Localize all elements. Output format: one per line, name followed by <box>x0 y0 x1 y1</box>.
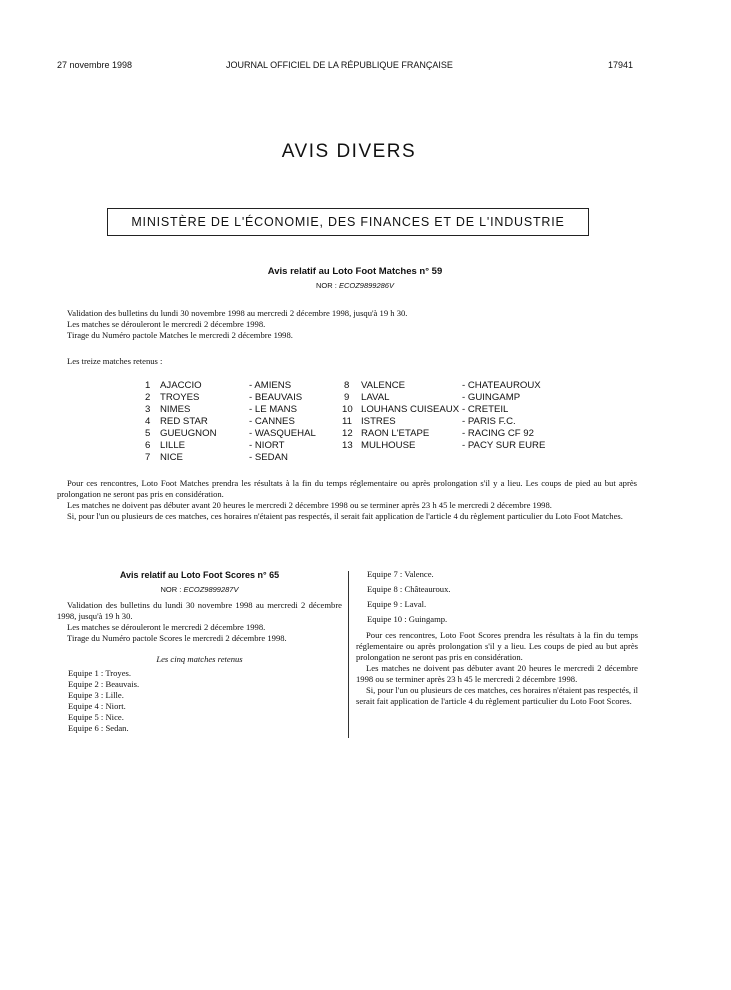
match-home: LILLE <box>160 440 186 451</box>
avis2-teams-right <box>367 569 451 625</box>
match-row: 5 <box>145 428 151 439</box>
match-away: - CHATEAUROUX <box>462 380 541 391</box>
match-away: - AMIENS <box>249 380 292 391</box>
team-line: Equipe 4 : Niort. <box>68 701 126 711</box>
avis2-title: Avis relatif au Loto Foot Scores n° 65 <box>119 570 280 580</box>
avis2-intro-line: Les matches se dérouleront le mercredi 2 décembre 1998. <box>67 622 266 632</box>
avis2-nor <box>57 585 342 594</box>
match-home: VALENCE <box>361 380 406 391</box>
match-away: - CRETEIL <box>462 404 509 415</box>
match-home: NICE <box>160 452 183 463</box>
match-away: - BEAUVAIS <box>249 392 303 403</box>
avis1-nor <box>200 281 510 290</box>
match-row: 3 <box>145 404 151 415</box>
avis2-teams-left <box>68 668 139 734</box>
match-row: 9 <box>344 392 350 403</box>
avis2-intro <box>57 600 342 644</box>
match-row: 6 <box>145 440 151 451</box>
match-home: AJACCIO <box>160 380 202 391</box>
avis1-body <box>57 478 637 522</box>
team-line: Equipe 5 : Nice. <box>68 712 124 722</box>
avis1-paragraph: Les matches ne doivent pas débuter avant 20 heures le mercredi 2 décembre 1998 ou se terminer après 23 h 45 le mercredi 2 décembre 1998. <box>67 500 552 510</box>
match-away: - SEDAN <box>249 452 288 463</box>
match-row: 1 <box>145 380 151 391</box>
avis2-paragraph: Les matches ne doivent pas débuter avant 20 heures le mercredi 2 décembre 1998 ou se terminer après 23 h 45 le mercredi 2 décembre 1998. <box>356 663 638 684</box>
match-row: 10 <box>342 404 353 415</box>
match-home: LOUHANS CUISEAUX <box>361 404 460 415</box>
avis2-matches-label: Les cinq matches retenus <box>156 654 243 664</box>
avis1-paragraph: Pour ces rencontres, Loto Foot Matches prendra les résultats à la fin du temps réglementaire ou après prolongation s'il y a lieu. Les coups de pied au but après prolongation ne seront pas pris en considération. <box>57 478 637 499</box>
team-line: Equipe 9 : Laval. <box>367 599 427 609</box>
avis2-intro-line: Validation des bulletins du lundi 30 novembre 1998 au mercredi 2 décembre 1998, jusqu'à 19 h 30. <box>57 600 342 621</box>
match-row: 11 <box>342 416 352 427</box>
match-away: - PARIS F.C. <box>462 416 516 427</box>
avis1-paragraph: Si, pour l'un ou plusieurs de ces matches, ces horaires n'étaient pas respectés, il serait fait application de l'article 4 du règlement particulier du Loto Foot Matches. <box>67 511 623 521</box>
match-row: 12 <box>342 428 353 439</box>
avis1-intro-line: Les matches se dérouleront le mercredi 2 décembre 1998. <box>67 319 266 329</box>
match-home: MULHOUSE <box>361 440 416 451</box>
team-line: Equipe 8 : Châteauroux. <box>367 584 451 594</box>
avis1-nor-code: ECOZ9899286V <box>338 281 394 290</box>
avis2-paragraph: Si, pour l'un ou plusieurs de ces matches, ces horaires n'étaient pas respectés, il serait fait application de l'article 4 du règlement particulier du Loto Foot Scores. <box>356 685 638 706</box>
match-row: 13 <box>342 440 353 451</box>
avis2-intro-line: Tirage du Numéro pactole Scores le mercredi 2 décembre 1998. <box>67 633 287 643</box>
match-home: LAVAL <box>361 392 390 403</box>
header-journal: JOURNAL OFFICIEL DE LA RÉPUBLIQUE FRANÇAISE <box>226 60 453 70</box>
team-line: Equipe 2 : Beauvais. <box>68 679 140 689</box>
header-date: 27 novembre 1998 <box>57 60 133 70</box>
team-line: Equipe 10 : Guingamp. <box>367 614 448 624</box>
match-away: - CANNES <box>249 416 295 427</box>
match-away: - WASQUEHAL <box>249 428 316 439</box>
match-away: - RACING CF 92 <box>462 428 534 439</box>
avis2-nor-label: NOR : <box>160 585 182 594</box>
match-row: 7 <box>145 452 151 463</box>
team-line: Equipe 6 : Sedan. <box>68 723 129 733</box>
avis1-intro <box>67 308 587 341</box>
avis2-body <box>356 630 638 707</box>
column-divider <box>348 571 349 738</box>
match-away: - GUINGAMP <box>462 392 521 403</box>
avis1-nor-label: NOR : <box>316 281 337 290</box>
avis1-intro-line: Validation des bulletins du lundi 30 novembre 1998 au mercredi 2 décembre 1998, jusqu'à 19 h 30. <box>67 308 408 318</box>
team-line: Equipe 7 : Valence. <box>367 569 434 579</box>
avis1-matches-label: Les treize matches retenus : <box>67 356 163 366</box>
avis2-paragraph: Pour ces rencontres, Loto Foot Scores prendra les résultats à la fin du temps réglementaire ou après prolongation s'il y a lieu. Les coups de pied au but après prolongation ne seront pas pris en considération. <box>356 630 638 662</box>
match-home: GUEUGNON <box>160 428 217 439</box>
match-home: ISTRES <box>361 416 396 427</box>
match-row: 8 <box>344 380 350 391</box>
match-home: TROYES <box>160 392 200 403</box>
match-row: 4 <box>145 416 151 427</box>
team-line: Equipe 1 : Troyes. <box>68 668 132 678</box>
match-home: NIMES <box>160 404 191 415</box>
avis2-nor-code: ECOZ9899287V <box>183 585 239 594</box>
avis1-intro-line: Tirage du Numéro pactole Matches le mercredi 2 décembre 1998. <box>67 330 293 340</box>
match-away: - PACY SUR EURE <box>462 440 546 451</box>
match-home: RED STAR <box>160 416 208 427</box>
match-away: - LE MANS <box>249 404 297 415</box>
section-title: AVIS DIVERS <box>281 141 417 162</box>
header-page-number: 17941 <box>608 60 634 70</box>
ministry-box: MINISTÈRE DE L'ÉCONOMIE, DES FINANCES ET DE L'INDUSTRIE <box>107 208 589 236</box>
team-line: Equipe 3 : Lille. <box>68 690 124 700</box>
match-away: - NIORT <box>249 440 285 451</box>
match-home: RAON L'ETAPE <box>361 428 430 439</box>
avis1-title: Avis relatif au Loto Foot Matches n° 59 <box>267 266 443 277</box>
match-row: 2 <box>145 392 151 403</box>
